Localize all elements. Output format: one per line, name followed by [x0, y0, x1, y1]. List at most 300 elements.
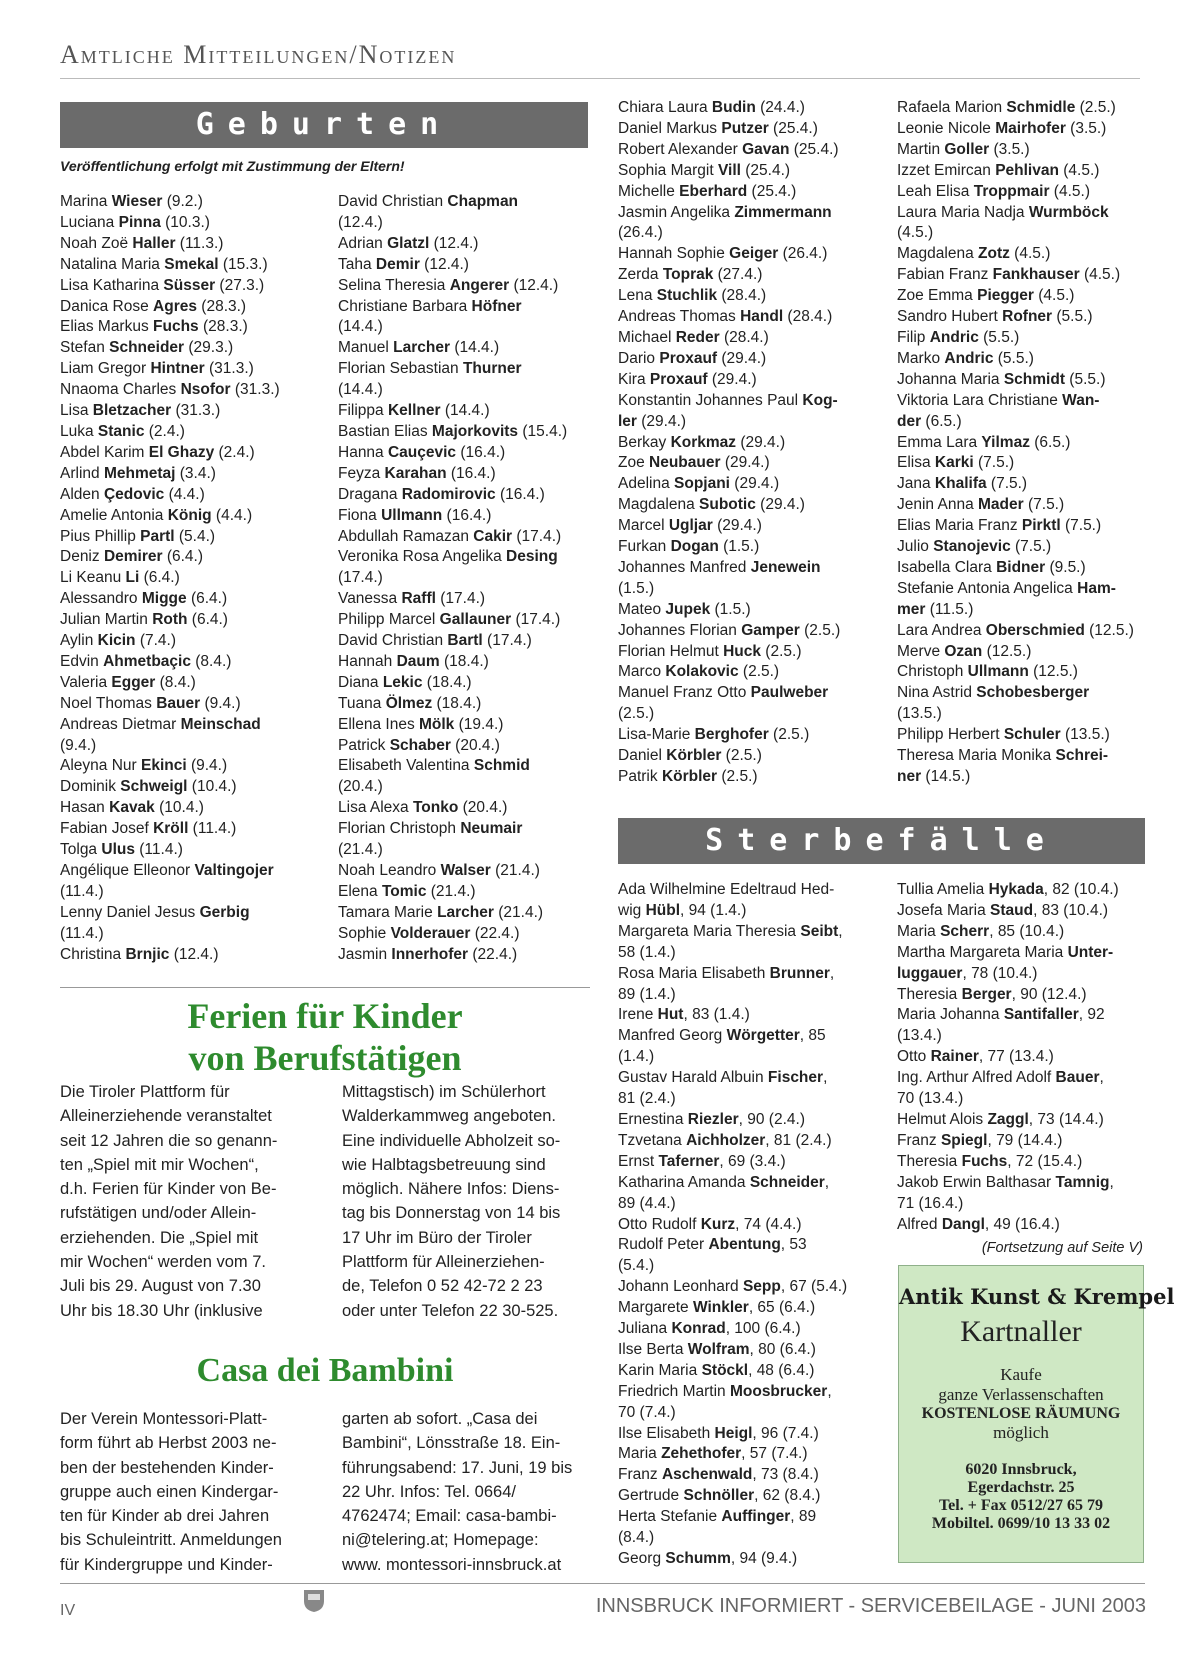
name-part: Elias Markus [60, 318, 154, 336]
list-item [338, 798, 594, 819]
list-item [618, 349, 872, 370]
surname: der [897, 412, 922, 430]
article-divider [60, 987, 590, 988]
surname: Tamnig [1055, 1173, 1110, 1191]
name-part: Noah Zoë [60, 234, 133, 252]
name-part: Danica Rose [60, 297, 154, 315]
surname: Auffinger [721, 1508, 791, 1526]
name-part: Margarete [618, 1299, 693, 1317]
list-item [60, 819, 318, 840]
name-part: , 72 (15.4.) [1007, 1152, 1083, 1170]
list-item [60, 422, 318, 443]
surname: Kog- [802, 391, 838, 409]
surname: Heigl [714, 1424, 753, 1442]
name-part: Michael [618, 328, 676, 346]
list-item [897, 98, 1145, 119]
surname: Hübl [645, 901, 681, 919]
name-part: Florian Sebastian [338, 360, 463, 378]
ad-name: Kartnaller [960, 1315, 1082, 1348]
ad-mobile: Mobiltel. 0699/10 13 33 02 [931, 1515, 1111, 1532]
list-item [338, 485, 594, 506]
surname: Angerer [449, 276, 510, 294]
surname: Rofner [1002, 308, 1053, 326]
name-part: , 78 (10.4.) [962, 964, 1038, 982]
surname: Schweigl [120, 778, 188, 796]
name-part: , 77 (13.4.) [978, 1048, 1054, 1066]
text-line: erziehenden. Die „Spiel mit [60, 1228, 259, 1247]
name-part: Sophia Margit [618, 161, 718, 179]
list-item [618, 901, 876, 922]
surname: Neumair [460, 820, 523, 838]
surname: Mairhofer [995, 119, 1066, 137]
name-part: (7.5.) [1023, 496, 1065, 514]
text-line: mir Wochen“ werden vom 7. [60, 1253, 267, 1272]
list-item [338, 192, 594, 213]
list-item [60, 401, 318, 422]
name-part: , 85 (10.4.) [989, 922, 1065, 940]
name-part: Theresia [897, 1152, 962, 1170]
name-part: (14.4.) [450, 339, 500, 357]
list-item [897, 1110, 1145, 1131]
surname: Raffl [401, 590, 436, 608]
name-part: , 69 (3.4.) [719, 1152, 786, 1170]
name-part: Sophie [338, 924, 391, 942]
name-part: (21.4.) [338, 841, 383, 859]
name-part: Pius Phillip [60, 527, 141, 545]
name-part: Christoph [897, 663, 968, 681]
list-item [618, 1173, 876, 1194]
surname: Zehethofer [661, 1445, 742, 1463]
name-part: Konstantin Johannes Paul [618, 391, 803, 409]
name-part: Johannes Manfred [618, 558, 751, 576]
deaths-banner [618, 818, 1145, 864]
name-part: (3.5.) [1065, 119, 1107, 137]
name-part: Emma Lara [897, 433, 982, 451]
list-item [618, 662, 872, 683]
list-item [618, 683, 872, 704]
surname: Bartl [447, 632, 483, 650]
name-part: (3.5.) [989, 140, 1030, 158]
text-line: de, Telefon 0 52 42-72 2 23 [342, 1277, 543, 1296]
name-part: (28.4.) [783, 308, 833, 326]
name-part: Lisa-Marie [618, 726, 695, 744]
name-part: (16.4.) [456, 443, 506, 461]
list-item [60, 527, 318, 548]
surname: Cauçevic [387, 443, 457, 461]
list-item [618, 1382, 876, 1403]
name-part: (22.4.) [468, 945, 518, 963]
list-item [618, 265, 872, 286]
name-part: (7.5.) [973, 454, 1015, 472]
list-item [897, 223, 1145, 244]
surname: Mader [978, 496, 1024, 514]
list-item [897, 433, 1145, 454]
name-part: (10.4.) [187, 778, 237, 796]
name-part: Otto [897, 1048, 931, 1066]
name-part: Margareta Maria Theresia [618, 922, 801, 940]
name-part: (2.5.) [721, 747, 762, 765]
name-part: (28.4.) [719, 328, 769, 346]
surname: Gallauner [439, 611, 512, 629]
name-part: Arlind [60, 464, 104, 482]
name-part: Lena [618, 287, 657, 305]
name-part: (12.5.) [1028, 663, 1078, 681]
text-line: führungsabend: 17. Juni, 19 bis [342, 1458, 573, 1477]
name-part: , 94 (1.4.) [680, 901, 747, 919]
name-part: , 83 (1.4.) [683, 1006, 750, 1024]
name-part: (25.4.) [789, 140, 839, 158]
list-item [618, 1131, 876, 1152]
list-item [60, 464, 318, 485]
list-item [60, 547, 318, 568]
name-part: 89 (1.4.) [618, 985, 676, 1003]
name-part: Angélique Elleonor [60, 862, 195, 879]
name-part: (10.3.) [160, 213, 210, 231]
surname: Smekal [164, 255, 219, 273]
name-part: Noah Leandro [338, 862, 441, 879]
list-item [897, 922, 1145, 943]
name-part: Ada Wilhelmine Edeltraud Hed- [618, 881, 835, 898]
name-part: (5.5.) [1052, 308, 1093, 326]
surname: Unter- [1067, 943, 1114, 961]
publication-name: INNSBRUCK INFORMIERT - SERVICEBEILAGE - JUNI 2003 [595, 1595, 1146, 1617]
name-part: Hannah Sophie [618, 245, 730, 263]
name-part: (18.4.) [432, 694, 482, 712]
name-part: (8.4.) [190, 652, 232, 670]
name-part: (13.5.) [1060, 726, 1110, 744]
surname: Aichholzer [686, 1131, 766, 1149]
surname: Schaber [389, 736, 451, 754]
surname: Stöckl [701, 1361, 749, 1379]
surname: Bauer [156, 694, 201, 712]
list-item [618, 244, 872, 265]
name-part: , [823, 1069, 828, 1087]
name-part: (9.4.) [186, 757, 228, 775]
text-line: ten für Kinder ab drei Jahren [60, 1507, 270, 1526]
name-part: Feyza [338, 464, 385, 482]
list-item [618, 600, 872, 621]
ad-line2: ganze Verlassenschaften [938, 1385, 1104, 1404]
surname: Nsofor [180, 381, 231, 399]
name-part: (11.4.) [60, 924, 104, 942]
surname: Pirktl [1021, 517, 1061, 535]
surname: Geiger [729, 245, 779, 263]
name-part: Mateo [618, 600, 666, 618]
city-crest-icon [303, 1589, 325, 1613]
list-item [897, 328, 1145, 349]
surname: Tonko [412, 799, 459, 817]
name-part: Elisabeth Valentina [338, 757, 474, 775]
surname: Proxauf [659, 349, 718, 367]
list-item [60, 338, 318, 359]
list-item [618, 1486, 876, 1507]
list-item [897, 1026, 1145, 1047]
name-part: 58 (1.4.) [618, 943, 676, 961]
name-part: Berkay [618, 433, 671, 451]
surname: Egger [111, 673, 156, 691]
list-item [618, 1319, 876, 1340]
name-part: Stefan [60, 339, 110, 357]
text-line: rufstätigen und/oder Allein- [60, 1204, 257, 1223]
name-part: Aleyna Nur [60, 757, 141, 775]
article1-column-1 [60, 1080, 312, 1323]
surname: Fuchs [961, 1152, 1008, 1170]
list-item [618, 412, 872, 433]
surname: Ölmez [385, 694, 433, 712]
list-item [897, 182, 1145, 203]
list-item [897, 1005, 1145, 1026]
list-item [618, 1047, 876, 1068]
surname: Bidner [996, 558, 1046, 576]
list-item [618, 1235, 876, 1256]
name-part: (6.4.) [186, 590, 228, 608]
births-column-4 [897, 98, 1145, 788]
list-item [618, 1110, 876, 1131]
name-part: (29.4.) [720, 454, 770, 472]
name-part: (6.4.) [187, 611, 228, 629]
surname: Wörgetter [726, 1027, 800, 1045]
name-part: Manuel [338, 339, 394, 357]
list-item [618, 286, 872, 307]
list-item [897, 1152, 1145, 1173]
name-part: Izzet Emircan [897, 161, 996, 179]
surname: Ekinci [140, 757, 187, 775]
name-part: Franz [897, 1131, 941, 1149]
text-line: Walderkammweg angeboten. [342, 1107, 557, 1126]
text-line: garten ab sofort. „Casa dei [342, 1410, 538, 1428]
name-part: (5.4.) [618, 1257, 655, 1275]
surname: Vill [717, 161, 741, 179]
name-part: , 83 (10.4.) [1033, 901, 1109, 919]
name-part: Amelie Antonia [60, 506, 168, 524]
name-part: Ing. Arthur Alfred Adolf [897, 1069, 1056, 1087]
name-part: (7.4.) [135, 632, 177, 650]
name-part: (3.4.) [175, 464, 216, 482]
surname: Hykada [988, 881, 1044, 898]
list-item [897, 537, 1145, 558]
list-item [897, 1194, 1145, 1215]
name-part: Sandro Hubert [897, 308, 1003, 326]
list-item [338, 527, 594, 548]
name-part: Tuana [338, 694, 386, 712]
name-part: Furkan [618, 538, 671, 556]
article1-title-line1: Ferien für Kinder [187, 996, 463, 1036]
surname: Süsser [163, 276, 216, 294]
surname: Khalifa [934, 475, 987, 493]
name-part: Adelina [618, 475, 675, 493]
name-part: Edvin [60, 652, 104, 670]
list-item [338, 213, 594, 234]
surname: Volderauer [390, 924, 471, 942]
name-part: Fiona [338, 506, 382, 524]
surname: Eberhard [679, 182, 748, 200]
name-part: (2.4.) [144, 422, 185, 440]
article2-column-2 [342, 1407, 590, 1577]
surname: Karki [934, 454, 974, 472]
name-part: (12.4.) [419, 255, 469, 273]
name-part: Manfred Georg [618, 1027, 727, 1045]
name-part: , 100 (6.4.) [725, 1320, 801, 1338]
surname: Höfner [471, 297, 522, 315]
surname: König [167, 506, 212, 524]
name-part: (29.4.) [755, 496, 805, 514]
list-item [338, 464, 594, 485]
name-part: (21.4.) [493, 903, 544, 921]
ad-address-street: Egerdachstr. 25 [967, 1479, 1075, 1496]
list-item [897, 600, 1145, 621]
list-item [338, 652, 594, 673]
list-item [338, 756, 594, 777]
list-item [60, 506, 318, 527]
list-item [897, 474, 1145, 495]
list-item [618, 474, 872, 495]
text-line: 4762474; Email: casa-bambi- [342, 1507, 557, 1526]
surname: Ahmetbaçic [103, 652, 191, 670]
name-part: Helmut Alois [897, 1110, 988, 1128]
surname: Gerbig [199, 903, 250, 921]
name-part: Kira [618, 370, 650, 388]
surname: Neubauer [649, 454, 721, 472]
name-part: Karin Maria [618, 1361, 702, 1379]
name-part: Irene [618, 1006, 658, 1024]
text-line: 22 Uhr. Infos: Tel. 0664/ [342, 1482, 516, 1501]
surname: Schneider [749, 1173, 825, 1191]
list-item [618, 746, 872, 767]
name-part: (1.5.) [718, 538, 760, 556]
name-part: (4.5.) [1009, 245, 1051, 263]
list-item [897, 901, 1145, 922]
name-part: Tamara Marie [338, 903, 438, 921]
name-part: Rafaela Marion [897, 99, 1007, 116]
name-part: David Christian [338, 193, 448, 210]
births-heading: Geburten [195, 107, 453, 142]
name-part: Ilse Berta [618, 1340, 688, 1358]
name-part: Zoe [618, 454, 650, 472]
name-part: Rudolf Peter [618, 1236, 709, 1254]
name-part: Filip [897, 328, 930, 346]
list-item [618, 1403, 876, 1424]
name-part: Daniel Markus [618, 119, 722, 137]
list-item [618, 704, 872, 725]
surname: Tomic [381, 882, 427, 900]
name-part: Nnaoma Charles [60, 381, 181, 399]
name-part: , 80 (6.4.) [749, 1340, 816, 1358]
name-part: Maria [897, 922, 941, 940]
name-part: (5.5.) [993, 349, 1034, 367]
list-item [60, 694, 318, 715]
list-item [618, 223, 872, 244]
name-part: , 92 [1078, 1006, 1105, 1024]
name-part: Dario [618, 349, 660, 367]
surname: Konrad [671, 1320, 726, 1338]
surname: Majorkovits [431, 422, 519, 440]
name-part: Filippa [338, 402, 388, 420]
footer-rule [60, 1583, 1145, 1584]
surname: Berghofer [694, 726, 769, 744]
name-part: (9.4.) [200, 694, 241, 712]
surname: Piegger [977, 287, 1034, 305]
name-part: Lisa Alexa [338, 799, 413, 817]
surname: Putzer [721, 119, 769, 137]
list-item [618, 1465, 876, 1486]
surname: Jenewein [750, 558, 821, 576]
list-item [338, 589, 594, 610]
surname: Wolfram [687, 1340, 750, 1358]
name-part: 89 (4.4.) [618, 1194, 676, 1212]
name-part: (29.4.) [712, 517, 762, 535]
name-part: Christiane Barbara [338, 297, 472, 315]
list-item [618, 453, 872, 474]
name-part: , 81 (2.4.) [765, 1131, 832, 1149]
text-line: Bambini“, Lönsstraße 18. Ein- [342, 1434, 561, 1453]
ad-line1: Kaufe [1000, 1365, 1042, 1384]
name-part: Stefanie Antonia Angelica [897, 579, 1078, 597]
surname: Ozan [944, 642, 983, 660]
list-item [618, 1277, 876, 1298]
list-item [60, 756, 318, 777]
name-part: Gertrude [618, 1487, 684, 1505]
ad-brand: Antik Kunst & Krempel [899, 1284, 1175, 1309]
surname: Gavan [742, 140, 790, 158]
name-part: Jenin Anna [897, 496, 979, 514]
name-part: Magdalena [897, 245, 979, 263]
text-line: wie Halbtagsbetreuung sind [342, 1155, 546, 1174]
name-part: Georg [618, 1550, 666, 1567]
name-part: (12.4.) [429, 234, 479, 252]
name-part: , 90 (12.4.) [1011, 985, 1087, 1003]
text-line: für Kindergruppe und Kinder- [60, 1555, 273, 1574]
list-item [60, 673, 318, 694]
list-item [60, 861, 318, 882]
text-line: möglich. Nähere Infos: Diens- [342, 1180, 560, 1199]
name-part: (2.5.) [717, 768, 758, 785]
name-part: , 94 (9.4.) [730, 1550, 798, 1567]
name-part: (14.5.) [921, 768, 971, 785]
text-line: gruppe auch einen Kindergar- [60, 1482, 279, 1501]
surname: Schmid [473, 757, 530, 775]
name-part: (2.5.) [618, 705, 655, 723]
list-item [60, 568, 318, 589]
list-item [897, 119, 1145, 140]
article1-title-line2: von Berufstätigen [188, 1038, 462, 1078]
name-part: Viktoria Lara Christiane [897, 391, 1063, 409]
name-part: (10.4.) [154, 799, 204, 817]
name-part: (4.5.) [1058, 161, 1100, 179]
name-part: (4.5.) [897, 224, 934, 242]
surname: Bauer [1055, 1069, 1100, 1087]
list-item [897, 265, 1145, 286]
name-part: Fabian Josef [60, 820, 154, 838]
list-item [897, 495, 1145, 516]
name-part: Alessandro [60, 590, 142, 608]
list-item [618, 433, 872, 454]
name-part: Isabella Clara [897, 558, 997, 576]
name-part: Tullia Amelia [897, 881, 989, 898]
surname: Lekic [382, 673, 423, 691]
name-part: 70 (13.4.) [897, 1090, 964, 1108]
surname: Brnjic [125, 945, 170, 963]
name-part: (2.5.) [761, 642, 802, 660]
list-item [897, 203, 1145, 224]
surname: Kolakovic [665, 663, 739, 681]
name-part: , 57 (7.4.) [741, 1445, 808, 1463]
surname: Fischer [767, 1069, 824, 1087]
surname: Stanojevic [933, 538, 1011, 556]
surname: Daum [396, 652, 440, 670]
deaths-column-2 [897, 880, 1145, 1235]
list-item [897, 621, 1145, 642]
list-item [618, 140, 872, 161]
